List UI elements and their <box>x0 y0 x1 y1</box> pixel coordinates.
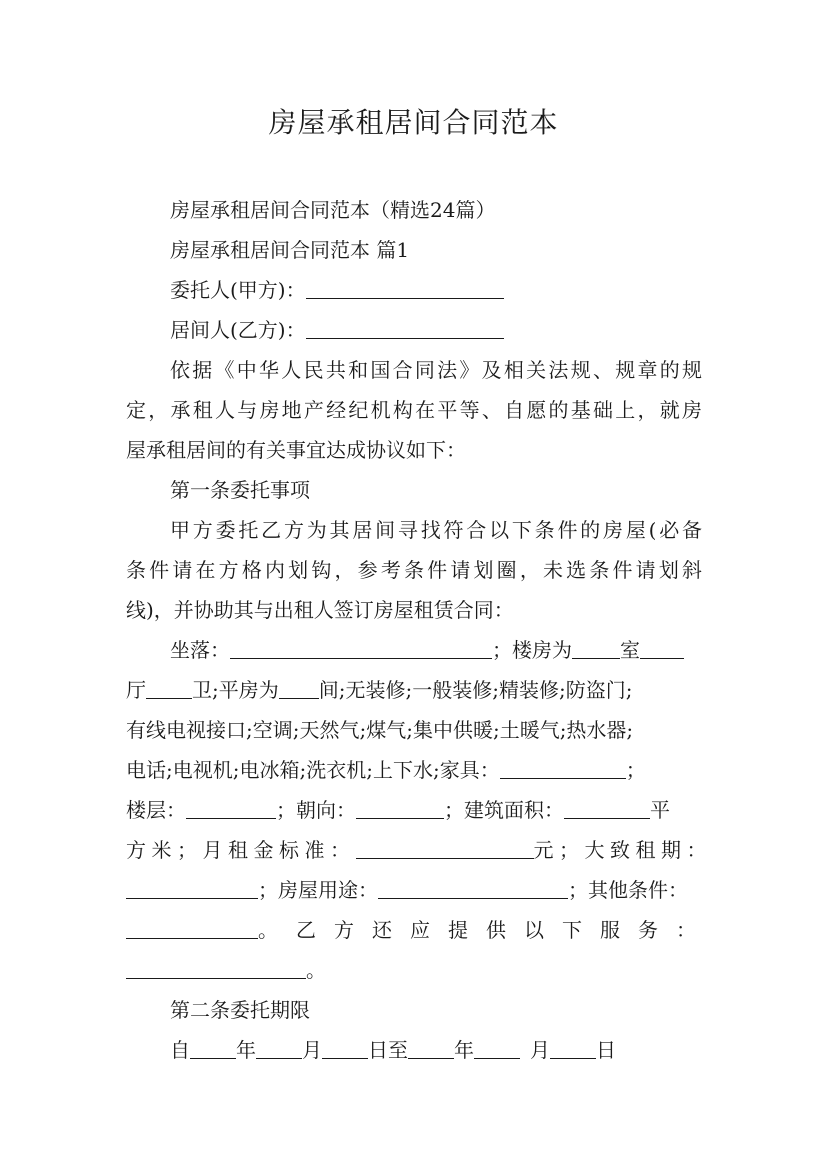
text: 条件请在方格内划钩，参考条件请划圈，未选条件请划斜 <box>126 558 702 582</box>
rent-blank[interactable] <box>356 836 534 859</box>
text: 第二条委托期限 <box>170 998 310 1022</box>
halls-blank-cont[interactable] <box>146 676 192 699</box>
section-heading <box>170 230 702 270</box>
paragraph-line <box>126 390 702 430</box>
paragraph-line <box>126 550 702 590</box>
text: 线)，并协助其与出租人签订房屋租赁合同： <box>126 598 514 622</box>
text: 卫;平房为 <box>192 678 279 702</box>
text: 厅 <box>126 678 146 702</box>
label: 委托人(甲方)： <box>170 278 306 302</box>
location-line <box>170 630 702 670</box>
text: 年 <box>236 1038 256 1062</box>
paragraph-line <box>126 430 702 470</box>
text: ；楼房为 <box>492 638 572 662</box>
text: 甲方委托乙方为其居间寻找符合以下条件的房屋(必备 <box>170 518 702 542</box>
text: 依据《中华人民共和国合同法》及相关法规、规章的规 <box>170 358 702 382</box>
services-blank[interactable] <box>126 956 306 979</box>
orientation-blank[interactable] <box>356 796 444 819</box>
text: 室 <box>620 638 640 662</box>
paragraph-line <box>170 510 702 550</box>
text: 定，承租人与房地产经纪机构在平等、自愿的基础上，就房 <box>126 398 702 422</box>
bungalow-rooms-blank[interactable] <box>279 676 319 699</box>
services-blank-line <box>126 950 702 990</box>
text: ；朝向： <box>276 798 356 822</box>
area-blank[interactable] <box>564 796 650 819</box>
text: 自 <box>170 1038 190 1062</box>
text: ；其他条件： <box>568 878 688 902</box>
text: 房屋承租居间合同范本（精选24篇） <box>170 198 496 222</box>
halls-blank[interactable] <box>640 636 684 659</box>
floor-blank[interactable] <box>186 796 276 819</box>
label: 居间人(乙方)： <box>170 318 306 342</box>
amenities-line <box>126 670 702 710</box>
text: 元；大致租期： <box>533 838 712 862</box>
location-blank[interactable] <box>230 636 492 659</box>
other-conditions-blank[interactable] <box>126 916 258 939</box>
paragraph-line <box>170 350 702 390</box>
end-day-blank[interactable] <box>550 1036 596 1059</box>
rent-line <box>126 830 712 870</box>
text: 平 <box>650 798 670 822</box>
start-year-blank[interactable] <box>190 1036 236 1059</box>
party-b-blank[interactable] <box>306 316 504 339</box>
text: 。乙方还应提供以下服务： <box>258 918 714 942</box>
text: 方米；月租金标准： <box>126 838 356 862</box>
text: 间;无装修;一般装修;精装修;防盗门; <box>318 678 633 702</box>
text: ；建筑面积： <box>444 798 564 822</box>
text: 月 <box>302 1038 322 1062</box>
party-a-line <box>170 270 702 310</box>
end-month-blank[interactable] <box>474 1036 520 1059</box>
start-day-blank[interactable] <box>322 1036 368 1059</box>
text: 有线电视接口;空调;天然气;煤气;集中供暖;土暖气;热水器; <box>126 718 634 742</box>
article-heading <box>170 990 702 1030</box>
document-title: 房屋承租居间合同范本 <box>268 106 559 139</box>
end-year-blank[interactable] <box>408 1036 454 1059</box>
text: 月 <box>530 1038 550 1062</box>
term-dates-line <box>170 1030 702 1070</box>
text: 房屋承租居间合同范本 篇1 <box>170 238 410 262</box>
services-line <box>126 910 714 950</box>
paragraph-line <box>126 590 702 630</box>
text: 楼层： <box>126 798 186 822</box>
start-month-blank[interactable] <box>256 1036 302 1059</box>
purpose-line <box>126 870 702 910</box>
text: ； <box>625 758 646 782</box>
furniture-blank[interactable] <box>500 756 626 779</box>
party-b-line <box>170 310 702 350</box>
text: 年 <box>454 1038 474 1062</box>
text: 第一条委托事项 <box>170 478 310 502</box>
text: 日 <box>596 1038 616 1062</box>
text: 。 <box>306 958 326 982</box>
article-heading <box>170 470 702 510</box>
text: 日至 <box>368 1038 408 1062</box>
purpose-blank[interactable] <box>378 876 568 899</box>
floor-line <box>126 790 702 830</box>
amenities-line <box>126 710 702 750</box>
subtitle <box>170 190 702 230</box>
text: 电话;电视机;电冰箱;洗衣机;上下水;家具： <box>126 758 500 782</box>
term-blank[interactable] <box>126 876 258 899</box>
text: 坐落： <box>170 638 230 662</box>
party-a-blank[interactable] <box>306 276 504 299</box>
rooms-blank[interactable] <box>572 636 620 659</box>
text: 屋承租居间的有关事宜达成协议如下： <box>126 438 466 462</box>
text: ；房屋用途： <box>258 878 378 902</box>
appliances-line <box>126 750 702 790</box>
